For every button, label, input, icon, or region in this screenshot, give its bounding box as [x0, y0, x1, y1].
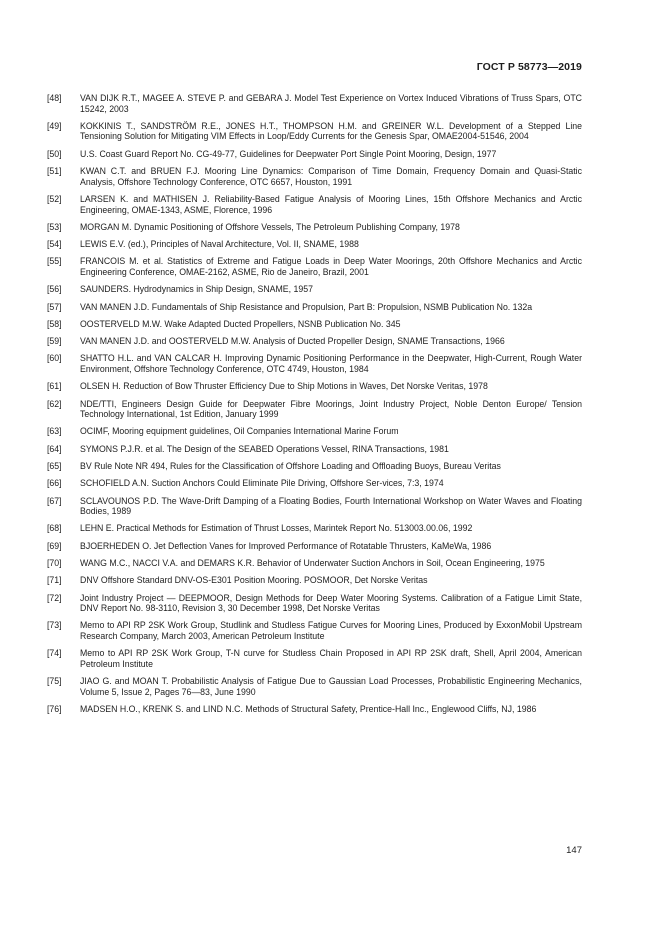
reference-text: U.S. Coast Guard Report No. CG-49-77, Guidelines for Deepwater Port Single Point Mooring, Design, 1977 [80, 148, 497, 159]
reference-item [47, 620, 582, 641]
reference-number: [52] [47, 193, 62, 204]
reference-item [47, 239, 582, 250]
reference-text: SYMONS P.J.R. et al. The Design of the SEABED Operations Vessel, RINA Transactions, 1981 [80, 443, 449, 454]
reference-text: VAN DIJK R.T., MAGEE A. STEVE P. and GEBARA J. Model Test Experience on Vortex Induced Vibrations of Truss Spars, OTC 15242, 2003 [80, 93, 582, 114]
reference-item [47, 496, 582, 517]
reference-text: OLSEN H. Reduction of Bow Thruster Efficiency Due to Ship Motions in Waves, Det Norske Veritas, 1978 [80, 381, 488, 392]
reference-text: Memo to API RP 2SK Work Group, Studlink and Studless Fatigue Curves for Mooring Lines, Produced by ExxonMobil Upstream Research Company, March 2003, American Petroleum Institute [80, 620, 582, 641]
reference-number: [67] [47, 495, 62, 506]
reference-item [47, 523, 582, 534]
reference-number: [59] [47, 336, 62, 347]
reference-number: [57] [47, 301, 62, 312]
reference-number: [49] [47, 120, 62, 131]
reference-text: SAUNDERS. Hydrodynamics in Ship Design, SNAME, 1957 [80, 284, 313, 295]
reference-item [47, 444, 582, 455]
reference-item [47, 353, 582, 374]
reference-text: SCHOFIELD A.N. Suction Anchors Could Eliminate Pile Driving, Offshore Ser-vices, 7:3, 1974 [80, 478, 444, 489]
reference-number: [65] [47, 460, 62, 471]
reference-text: LEHN E. Practical Methods for Estimation of Thrust Losses, Marintek Report No. 513003.00.06, 1992 [80, 523, 473, 534]
reference-item [47, 149, 582, 160]
reference-text: MORGAN M. Dynamic Positioning of Offshore Vessels, The Petroleum Publishing Company, 1978 [80, 221, 460, 232]
reference-number: [56] [47, 284, 62, 295]
reference-item [47, 256, 582, 277]
reference-number: [60] [47, 353, 62, 364]
reference-text: VAN MANEN J.D. and OOSTERVELD M.W. Analysis of Ducted Propeller Design, SNAME Transactions, 1966 [80, 336, 505, 347]
reference-item [47, 93, 582, 114]
reference-text: Memo to API RP 2SK Work Group, T-N curve for Studless Chain Proposed in API RP 2SK draft, Shell, April 2004, American Petroleum Institute [80, 648, 582, 669]
reference-number: [54] [47, 239, 62, 250]
reference-item [47, 381, 582, 392]
reference-text: DNV Offshore Standard DNV-OS-E301 Position Mooring. POSMOOR, Det Norske Veritas [80, 575, 428, 586]
reference-item [47, 166, 582, 187]
reference-number: [62] [47, 398, 62, 409]
reference-item [47, 541, 582, 552]
reference-number: [66] [47, 478, 62, 489]
reference-item [47, 121, 582, 142]
reference-text: KWAN C.T. and BRUEN F.J. Mooring Line Dynamics: Comparison of Time Domain, Frequency Domain and Quasi-Static Analysis, Offshore Technology Conference, OTC 6657, Houston, 1991 [80, 166, 582, 187]
reference-item [47, 302, 582, 313]
reference-item [47, 399, 582, 420]
reference-number: [71] [47, 575, 62, 586]
reference-item [47, 704, 582, 715]
reference-text: WANG M.C., NACCI V.A. and DEMARS K.R. Behavior of Underwater Suction Anchors in Soil, Ocean Engineering, 1975 [80, 557, 545, 568]
reference-number: [50] [47, 148, 62, 159]
reference-item [47, 426, 582, 437]
reference-text: LARSEN K. and MATHISEN J. Reliability-Based Fatigue Analysis of Mooring Lines, 15th Offshore Mechanics and Arctic Engineering, OMAE-1343, ASME, Florence, 1996 [80, 193, 582, 215]
reference-item [47, 319, 582, 330]
reference-number: [74] [47, 648, 62, 659]
reference-number: [48] [47, 93, 62, 103]
reference-text: SCLAVOUNOS P.D. The Wave-Drift Damping of a Floating Bodies, Fourth International Workshop on Water Waves and Floating Bodies, 1989 [80, 495, 582, 517]
reference-item [47, 593, 582, 614]
reference-number: [64] [47, 443, 62, 454]
document-standard-code: ГОСТ Р 58773—2019 [476, 61, 582, 73]
reference-text: OCIMF, Mooring equipment guidelines, Oil Companies International Marine Forum [80, 426, 399, 437]
reference-number: [55] [47, 256, 62, 267]
reference-number: [58] [47, 318, 62, 329]
reference-item [47, 676, 582, 697]
reference-number: [73] [47, 620, 62, 631]
reference-text: FRANCOIS M. et al. Statistics of Extreme and Fatigue Loads in Deep Water Moorings, 20th Offshore Mechanics and Arctic Engineering Conference, OMAE-2162, ASME, Rio de Janeiro, Brazil, 2001 [80, 256, 582, 277]
reference-number: [70] [47, 557, 62, 568]
page-number: 147 [566, 845, 582, 856]
reference-number: [53] [47, 221, 62, 232]
reference-number: [75] [47, 676, 62, 687]
reference-number: [61] [47, 381, 62, 392]
reference-item [47, 222, 582, 233]
reference-text: MADSEN H.O., KRENK S. and LIND N.C. Methods of Structural Safety, Prentice-Hall Inc., Englewood Cliffs, NJ, 1986 [80, 704, 537, 714]
reference-text: VAN MANEN J.D. Fundamentals of Ship Resistance and Propulsion, Part B: Propulsion, NSMB Publication No. 132a [80, 301, 533, 312]
reference-number: [72] [47, 592, 62, 603]
reference-text: SHATTO H.L. and VAN CALCAR H. Improving Dynamic Positioning Performance in the Deepwater, High-Current, Rough Water Environment, Offshore Technology Conference, OTC 4749, Houston, 1984 [80, 353, 582, 374]
reference-item [47, 478, 582, 489]
reference-item [47, 336, 582, 347]
reference-text: BJOERHEDEN O. Jet Deflection Vanes for Improved Performance of Rotatable Thrusters, KaMeWa, 1986 [80, 540, 492, 551]
reference-text: NDE/TTI, Engineers Design Guide for Deepwater Fibre Moorings, Joint Industry Project, Noble Denton Europe/ Tension Technology International, 1st Edition, January 1999 [80, 398, 582, 420]
reference-text: JIAO G. and MOAN T. Probabilistic Analysis of Fatigue Due to Gaussian Load Processes, Probabilistic Engineering Mechanics, Volume 5, Issue 2, Pages 76—83, June 1990 [80, 676, 582, 697]
reference-list [47, 93, 582, 721]
reference-number: [51] [47, 166, 62, 177]
reference-item [47, 575, 582, 586]
reference-item [47, 461, 582, 472]
reference-item [47, 558, 582, 569]
reference-text: Joint Industry Project — DEEPMOOR, Design Methods for Deep Water Mooring Systems. Calibration of a Fatigue Limit State, DNV Report No. 98-3110, Revision 3, 30 December 1998, Det Norske Veritas [80, 592, 582, 614]
reference-text: BV Rule Note NR 494, Rules for the Classification of Offshore Loading and Offloading Buoys, Bureau Veritas [80, 460, 501, 471]
reference-text: KOKKINIS T., SANDSTRÖM R.E., JONES H.T., THOMPSON H.M. and GREINER W.L. Development of a Stepped Line Tensioning Solution for Mitigating VIM Effects in Loop/Eddy Currents for the Genesis Spar, OMAE2004-51546, 2004 [80, 120, 582, 142]
reference-item [47, 194, 582, 215]
reference-number: [69] [47, 540, 62, 551]
reference-text: OOSTERVELD M.W. Wake Adapted Ducted Propellers, NSNB Publication No. 345 [80, 318, 401, 329]
reference-item [47, 284, 582, 295]
reference-item [47, 648, 582, 669]
reference-number: [68] [47, 523, 62, 534]
reference-number: [76] [47, 704, 62, 714]
reference-text: LEWIS E.V. (ed.), Principles of Naval Architecture, Vol. II, SNAME, 1988 [80, 239, 359, 250]
reference-number: [63] [47, 426, 62, 437]
